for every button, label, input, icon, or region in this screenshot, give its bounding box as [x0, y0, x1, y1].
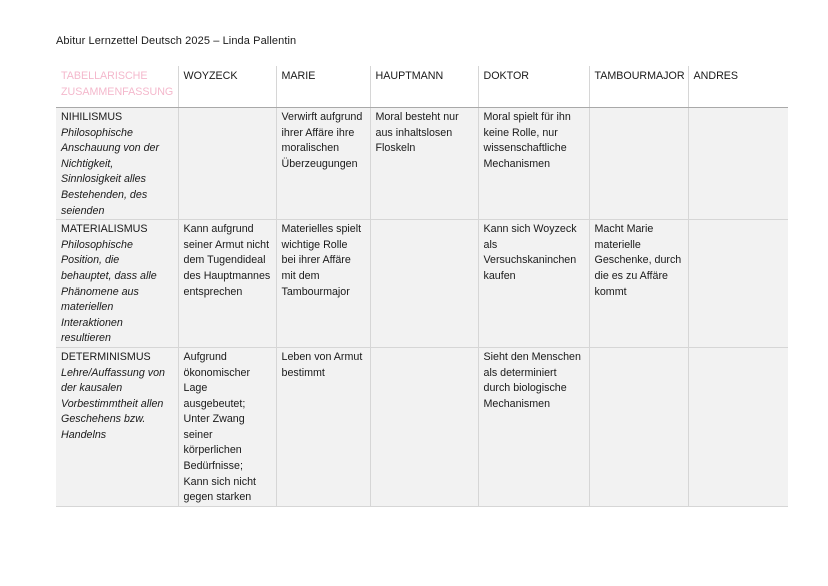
column-header-andres: ANDRES	[688, 66, 788, 108]
table-cell	[178, 108, 276, 220]
table-cell: Sieht den Menschen als determiniert durch biologische Mechanismen	[478, 347, 589, 506]
summary-table	[56, 66, 788, 507]
table-row-determinismus	[56, 347, 788, 506]
row-label-cell	[56, 108, 178, 220]
table-cell	[688, 347, 788, 506]
table-cell	[370, 347, 478, 506]
table-cell: Moral besteht nur aus inhaltslosen Floskeln	[370, 108, 478, 220]
table-cell: Materielles spielt wichtige Rolle bei ihrer Affäre mit dem Tambourmajor	[276, 220, 370, 348]
table-cell	[370, 220, 478, 348]
row-definition: Lehre/Auffassung von der kausalen Vorbestimmtheit allen Geschehens bzw. Handelns	[61, 366, 165, 441]
table-cell: Leben von Armut bestimmt	[276, 347, 370, 506]
table-row-nihilismus	[56, 108, 788, 220]
table-cell	[589, 108, 688, 220]
table-corner-label: TABELLARISCHE ZUSAMMENFASSUNG	[56, 66, 178, 108]
column-header-woyzeck: WOYZECK	[178, 66, 276, 108]
row-label-cell	[56, 347, 178, 506]
table-row-materialismus	[56, 220, 788, 348]
table-cell: Moral spielt für ihn keine Rolle, nur wissenschaftliche Mechanismen	[478, 108, 589, 220]
table-cell: Kann aufgrund seiner Armut nicht dem Tugendideal des Hauptmannes entsprechen	[178, 220, 276, 348]
table-cell	[589, 347, 688, 506]
table-cell: Kann sich Woyzeck als Versuchskaninchen kaufen	[478, 220, 589, 348]
table-cell: Macht Marie materielle Geschenke, durch die es zu Affäre kommt	[589, 220, 688, 348]
row-term: MATERIALISMUS	[61, 223, 148, 236]
column-header-marie: MARIE	[276, 66, 370, 108]
row-term: NIHILISMUS	[61, 111, 123, 123]
table-cell	[688, 108, 788, 220]
row-definition: Philosophische Position, die behauptet, dass alle Phänomene aus materiellen Interaktionen resultieren	[61, 238, 157, 345]
column-header-hauptmann: HAUPTMANN	[370, 66, 478, 108]
table-cell: Aufgrund ökonomischer Lage ausgebeutet; Unter Zwang seiner körperlichen Bedürfnisse; Kann sich nicht gegen starken	[178, 347, 276, 506]
document-header: Abitur Lernzettel Deutsch 2025 – Linda Pallentin	[56, 35, 297, 47]
table-cell: Verwirft aufgrund ihrer Affäre ihre moralischen Überzeugungen	[276, 108, 370, 220]
row-label-cell	[56, 220, 178, 348]
table-header-row	[56, 66, 788, 108]
column-header-tambourmajor: TAMBOURMAJOR	[589, 66, 688, 108]
table-cell	[688, 220, 788, 348]
row-term: DETERMINISMUS	[61, 350, 151, 363]
column-header-doktor: DOKTOR	[478, 66, 589, 108]
row-definition: Philosophische Anschauung von der Nichtigkeit, Sinnlosigkeit alles Bestehenden, des seienden	[61, 126, 160, 217]
